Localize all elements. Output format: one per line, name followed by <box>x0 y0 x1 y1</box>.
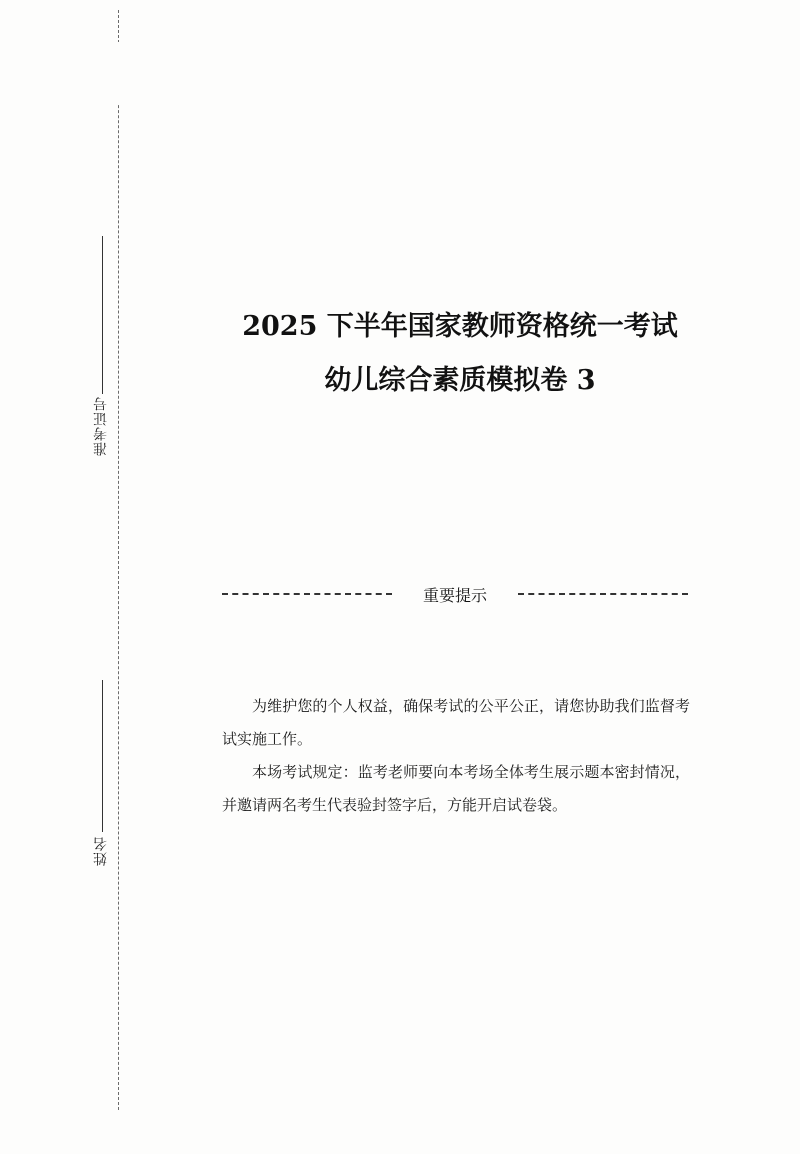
notice-body <box>222 690 690 822</box>
exam-title-line1: 2025 下半年国家教师资格统一考试 <box>242 311 678 342</box>
exam-title-line2: 幼儿综合素质模拟卷 3 <box>324 365 596 396</box>
notice-paragraph-1: 为维护您的个人权益，确保考试的公平公正，请您协助我们监督考试实施工作。 <box>222 697 690 748</box>
exam-title <box>210 300 710 408</box>
name-blank-line <box>102 680 103 832</box>
exam-id-blank-line <box>102 236 103 394</box>
notice-heading: 重要提示 <box>422 586 487 605</box>
binding-margin-dashed-line <box>118 10 119 1110</box>
name-label: 姓名 <box>93 836 109 866</box>
exam-id-label: 准考证号 <box>93 396 109 456</box>
notice-paragraph-2: 本场考试规定：监考老师要向本考场全体考生展示题本密封情况，并邀请两名考生代表验封签字后，方能开启试卷袋。 <box>222 763 690 814</box>
exam-id-field <box>85 236 109 476</box>
binding-line-gap <box>112 42 126 104</box>
name-field <box>85 680 109 880</box>
notice-header <box>222 580 688 610</box>
notice-dash-right <box>518 593 688 595</box>
